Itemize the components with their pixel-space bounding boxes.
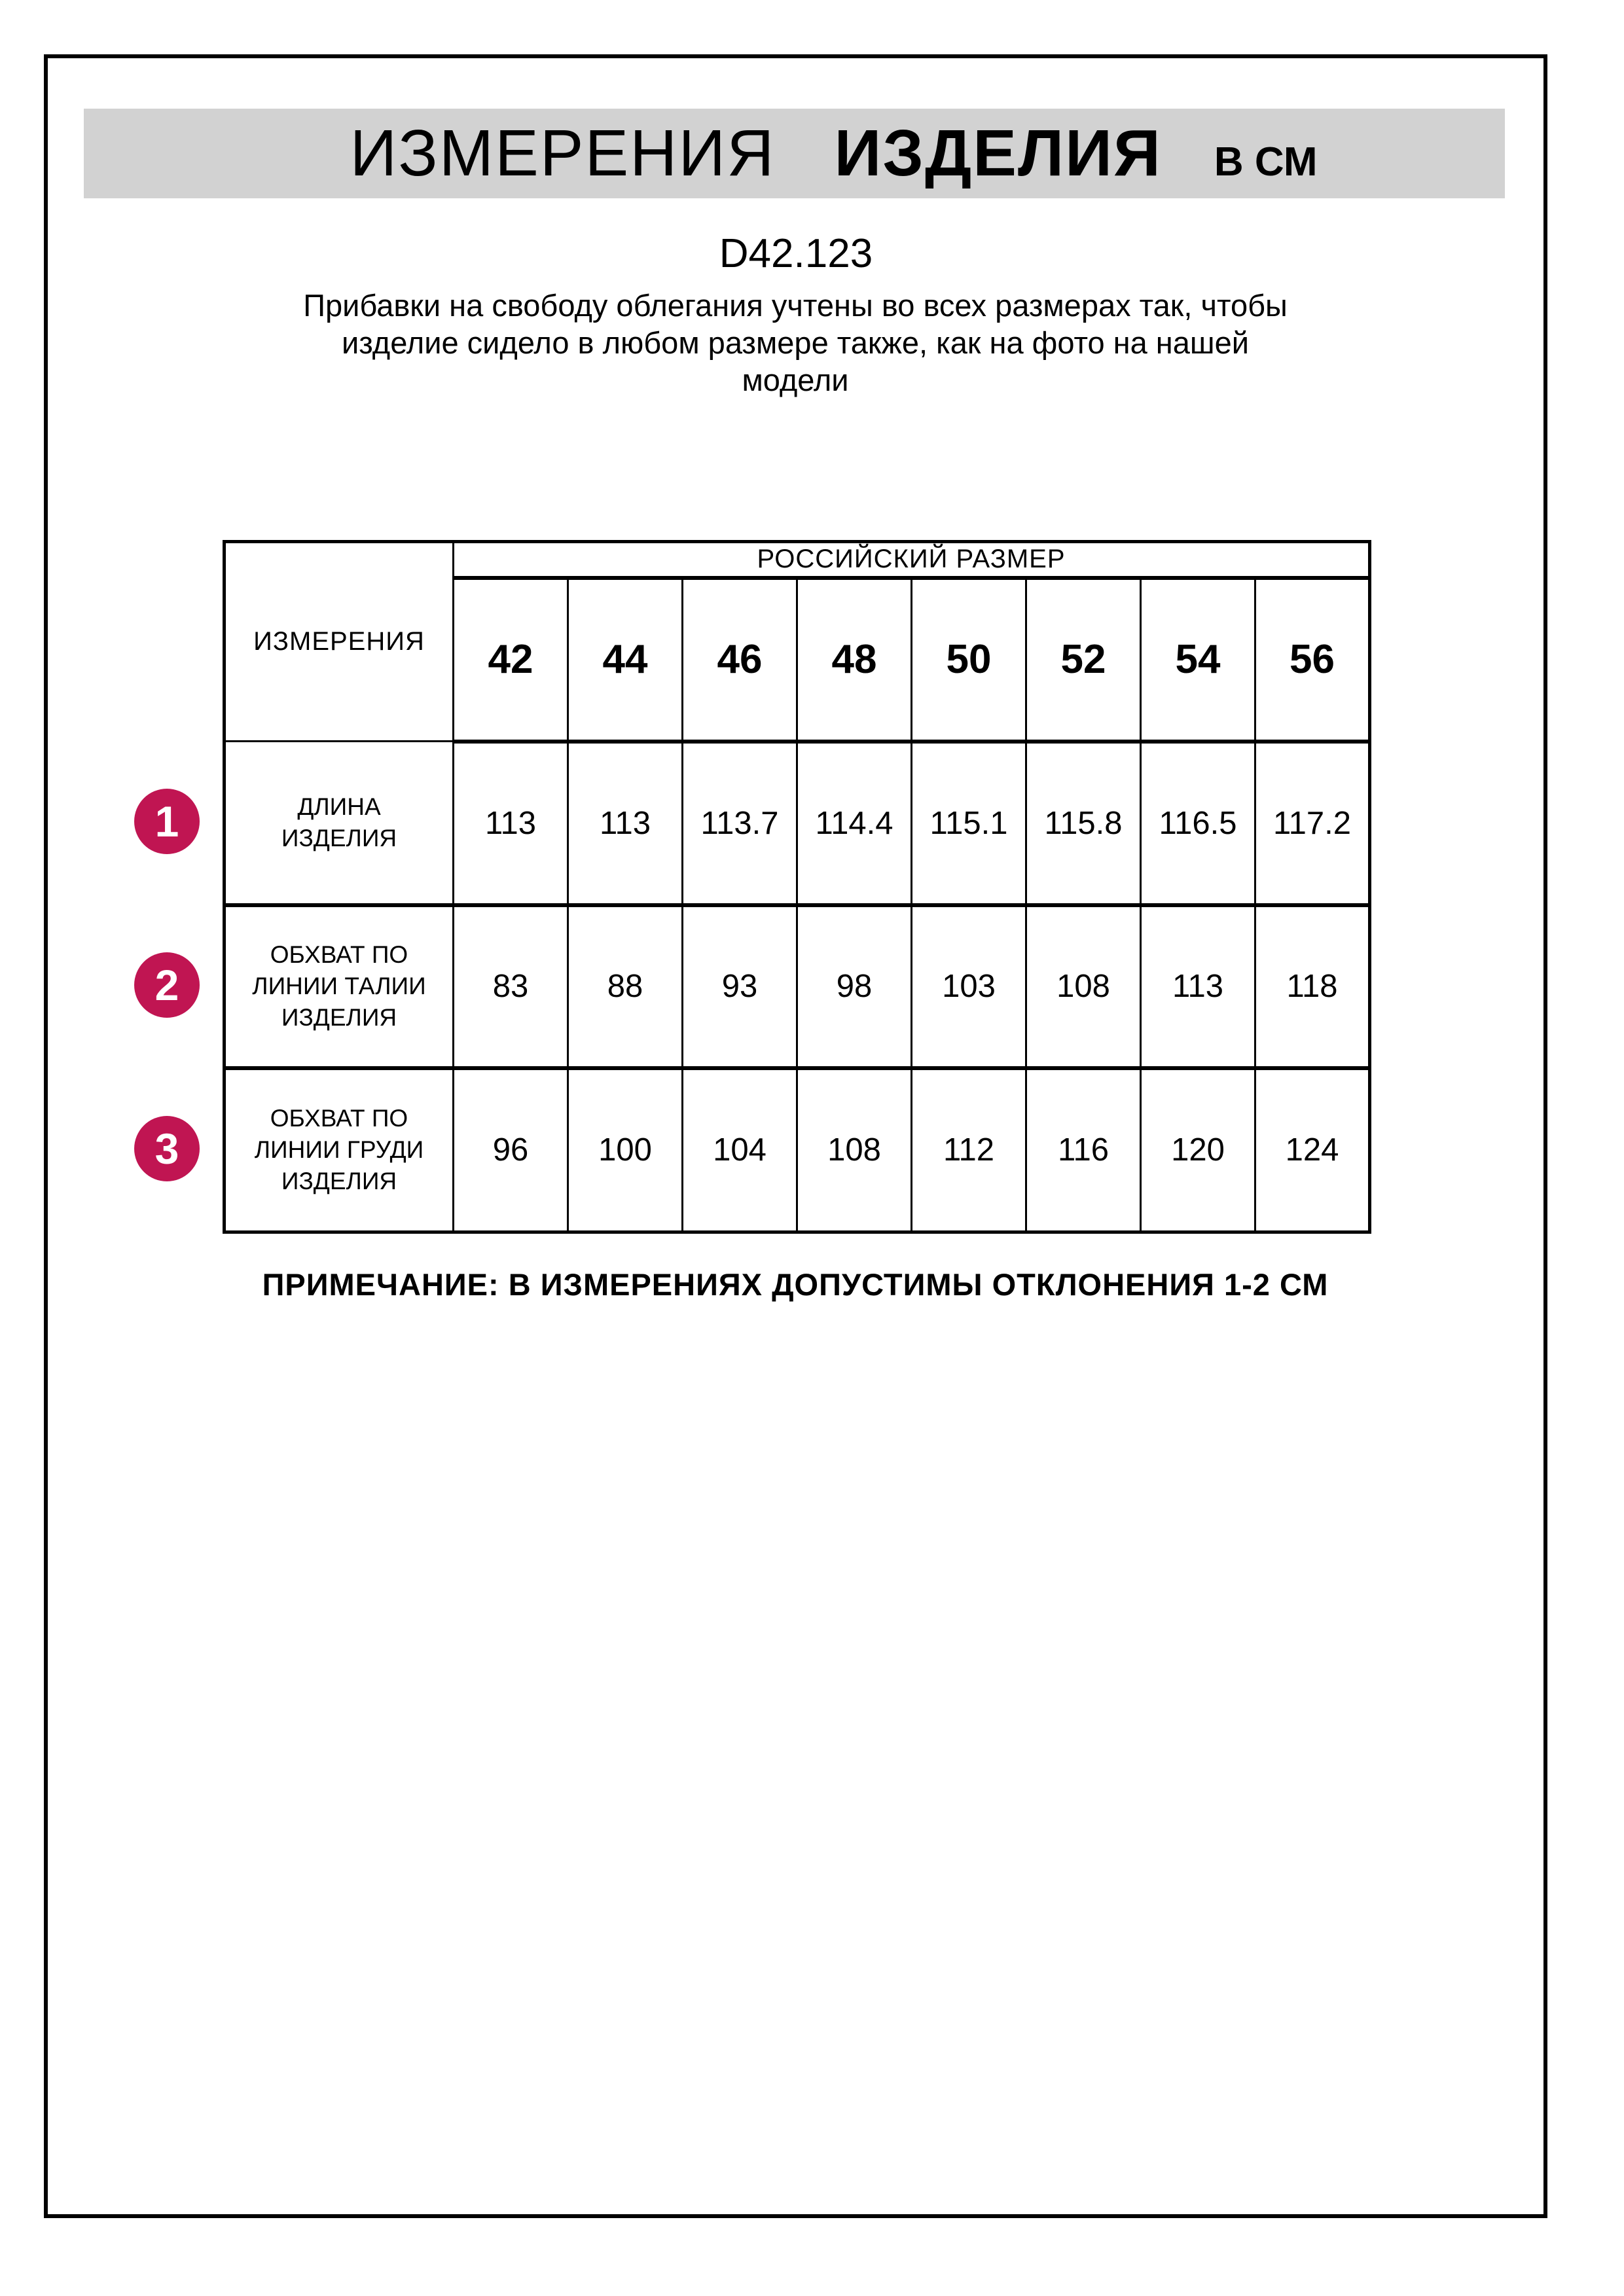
fit-description [157,287,1434,399]
title-unit-cm: В СМ [1214,139,1318,185]
value-cell: 108 [797,1068,912,1232]
size-measurement-table [223,540,1371,1234]
value-cell: 104 [683,1068,797,1232]
value-cell: 115.1 [912,742,1026,905]
description-line: модели [742,363,849,397]
model-code: D42.123 [719,231,873,276]
value-cell: 96 [454,1068,568,1232]
label-line: ДЛИНА [297,793,381,820]
label-line: ИЗДЕЛИЯ [281,824,397,852]
size-header-cell: 44 [568,578,683,742]
value-cell: 116 [1026,1068,1141,1232]
value-cell: 108 [1026,905,1141,1068]
size-header-cell: 54 [1141,578,1255,742]
value-cell: 112 [912,1068,1026,1232]
value-cell: 93 [683,905,797,1068]
title-word-measurements: ИЗМЕРЕНИЯ [350,117,776,190]
measurement-label-cell [225,1068,454,1232]
size-header-cell: 50 [912,578,1026,742]
measurement-label-cell [225,742,454,905]
value-cell: 100 [568,1068,683,1232]
description-line: Прибавки на свободу облегания учтены во всех размерах так, чтобы [303,288,1288,323]
value-cell: 88 [568,905,683,1068]
size-header-cell: 42 [454,578,568,742]
label-line: ЛИНИИ ГРУДИ [254,1136,424,1164]
title-bar [84,109,1505,198]
size-header-cell: 56 [1255,578,1370,742]
value-cell: 120 [1141,1068,1255,1232]
value-cell: 118 [1255,905,1370,1068]
description-line: изделие сидело в любом размере также, как на фото на нашей [342,325,1249,360]
row-number-badge: 2 [134,952,200,1018]
size-header-cell: 48 [797,578,912,742]
value-cell: 98 [797,905,912,1068]
label-line: ОБХВАТ ПО [270,941,408,968]
value-cell: 83 [454,905,568,1068]
row-number-badge: 1 [134,789,200,854]
label-line: ЛИНИИ ТАЛИИ [252,973,426,999]
title-word-product: ИЗДЕЛИЯ [834,117,1162,190]
value-cell: 114.4 [797,742,912,905]
size-header-cell: 52 [1026,578,1141,742]
value-cell: 103 [912,905,1026,1068]
row-number-badge: 3 [134,1116,200,1181]
table-row-chest [225,1068,1370,1232]
value-cell: 117.2 [1255,742,1370,905]
value-cell: 115.8 [1026,742,1141,905]
label-line: ИЗДЕЛИЯ [281,1004,397,1031]
label-line: ИЗДЕЛИЯ [281,1168,397,1195]
value-cell: 113.7 [683,742,797,905]
value-cell: 113 [454,742,568,905]
table-row-length [225,742,1370,905]
value-cell: 124 [1255,1068,1370,1232]
label-line: ОБХВАТ ПО [270,1105,408,1132]
table-row-waist [225,905,1370,1068]
value-cell: 116.5 [1141,742,1255,905]
russian-size-group-header: РОССИЙСКИЙ РАЗМЕР [454,542,1370,578]
size-header-cell: 46 [683,578,797,742]
value-cell: 113 [1141,905,1255,1068]
note-text: ПРИМЕЧАНИЕ: В ИЗМЕРЕНИЯХ ДОПУСТИМЫ ОТКЛОНЕНИЯ 1-2 СМ [262,1267,1329,1302]
value-cell: 113 [568,742,683,905]
measurement-label-cell [225,905,454,1068]
corner-header-cell: ИЗМЕРЕНИЯ [225,542,454,742]
